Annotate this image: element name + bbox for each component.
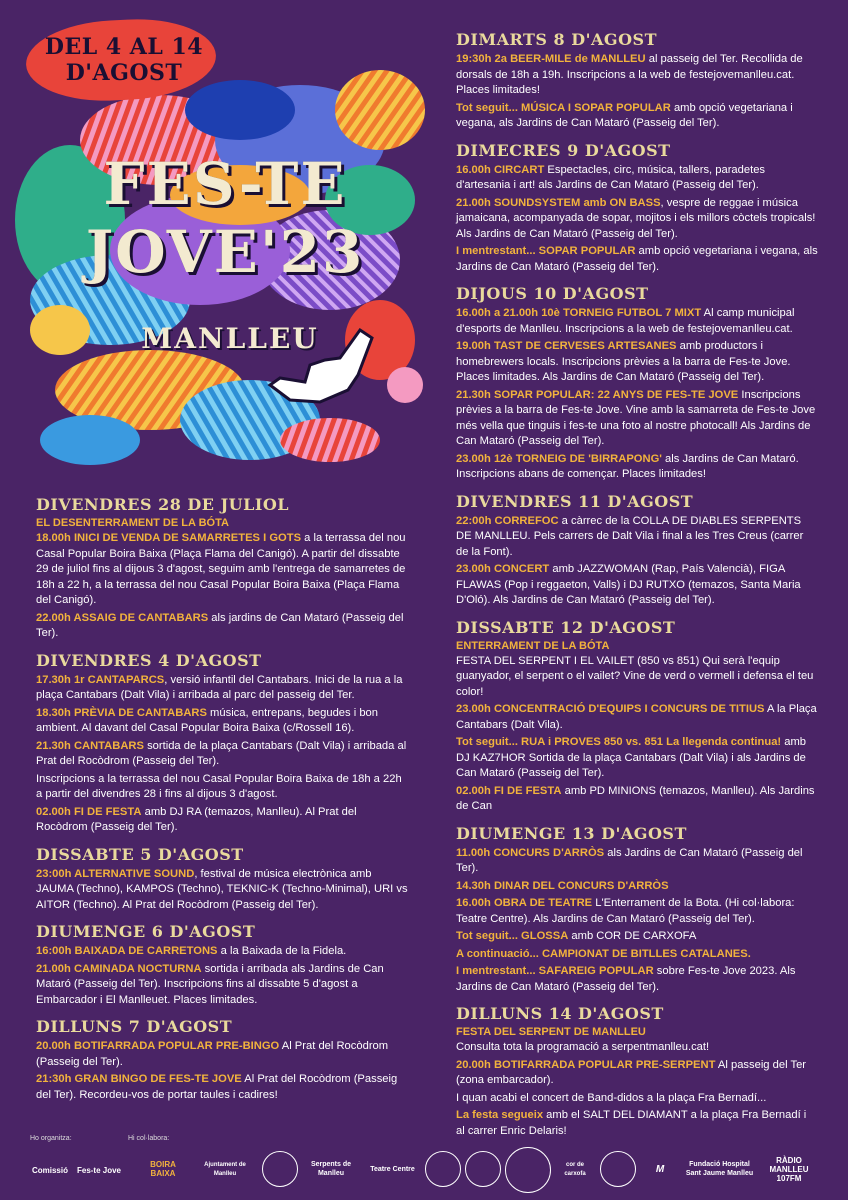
event-highlight: 23.00h 12è TORNEIG DE 'BIRRAPONG' bbox=[456, 452, 662, 465]
event-item bbox=[36, 805, 408, 836]
city-name: MANLLEU bbox=[141, 322, 319, 355]
event-highlight: I mentrestant... SOPAR POPULAR bbox=[456, 245, 636, 257]
event-highlight: 23.00h CONCERT bbox=[456, 563, 550, 575]
event-item bbox=[36, 739, 408, 770]
event-item bbox=[36, 673, 408, 704]
footer-logos bbox=[30, 1135, 820, 1193]
event-text: música, entrepans, begudes i bon ambient. Al davant del Casal Popular Boira Baixa (c/Rossell 16). bbox=[36, 706, 378, 734]
event-highlight: Tot seguit... MÚSICA I SOPAR POPULAR bbox=[456, 101, 671, 114]
event-item bbox=[36, 611, 408, 642]
title-line-2: JOVE'23 bbox=[85, 218, 365, 286]
title-line-1: FES-TE bbox=[103, 150, 347, 218]
event-text: Inscripcions prèvies a la barra de Fes-te Jove. Vine amb la samarreta de Fes-te Jove més vella que tinguis i fes-te una foto al nostre photocall! Als Jardins de Can Mataró (Passeig del Ter). bbox=[456, 388, 816, 447]
event-item bbox=[36, 867, 408, 914]
event-text: FESTA DEL SERPENT I EL VAILET (850 vs 851) Qui serà l'equip guanyador, el serpent o el vailet? Vine de verd o vermell i defensa el teu color! bbox=[456, 654, 814, 698]
day-section bbox=[36, 1017, 408, 1103]
event-item bbox=[36, 706, 408, 737]
badge-logo bbox=[425, 1151, 461, 1187]
event-highlight: 17.30h 1r CANTAPARCS bbox=[36, 673, 165, 686]
event-highlight: 21.00h CAMINADA NOCTURNA bbox=[36, 962, 202, 975]
event-highlight: A continuació... CAMPIONAT DE BITLLES CATALANES. bbox=[456, 947, 751, 960]
event-item bbox=[456, 784, 818, 815]
event-text: amb opció vegetariana i vegana, als Jardins de Can Mataró (Passeig del Ter). bbox=[456, 101, 793, 129]
event-item bbox=[456, 1058, 818, 1089]
event-highlight: 21.00h SOUNDSYSTEM amb ON BASS bbox=[456, 196, 661, 209]
event-item bbox=[456, 244, 818, 275]
event-item bbox=[36, 944, 408, 960]
day-heading: DILLUNS 14 D'AGOST bbox=[456, 1004, 664, 1023]
event-item bbox=[456, 339, 818, 386]
event-highlight: 19:30h 2a BEER-MILE de MANLLEU bbox=[456, 53, 646, 65]
m-logo: M bbox=[655, 1163, 665, 1175]
comissio-logo: Comissió bbox=[31, 1165, 68, 1175]
day-section bbox=[456, 284, 818, 483]
day-heading: DIUMENGE 13 D'AGOST bbox=[456, 823, 687, 843]
event-text: amb COR DE CARXOFA bbox=[568, 930, 697, 942]
event-item bbox=[456, 654, 818, 701]
badge-logo bbox=[465, 1151, 501, 1187]
event-highlight: 16:00h BAIXADA DE CARRETONS bbox=[36, 945, 218, 957]
event-item bbox=[456, 947, 818, 963]
cor-de-carxofa-logo: cor de carxofa bbox=[564, 1162, 586, 1177]
day-subtitle: ENTERRAMENT DE LA BÓTA bbox=[456, 639, 610, 652]
event-item bbox=[456, 735, 818, 782]
emblem-logo bbox=[262, 1151, 298, 1187]
event-text: Al passeig del Ter (zona embarcador). bbox=[456, 1058, 807, 1086]
blob bbox=[387, 367, 423, 403]
event-text: amb opció vegetariana i vegana, als Jardins de Can Mataró (Passeig del Ter). bbox=[456, 245, 818, 273]
event-text: al passeig del Ter. Recollida de dorsals de 18h a 19h. Inscripcions a la web de festejovemanlleu.cat. Places limitades! bbox=[456, 53, 803, 96]
teatre-centre-logo: Teatre Centre bbox=[370, 1165, 415, 1173]
event-text: sortida i arribada als Jardins de Can Mataró (Passeig del Ter). Inscripcions fins al dissabte 5 d'agost a Embarcador i El Manlleuet. Places limitades. bbox=[36, 962, 384, 1006]
day-subtitle: FESTA DEL SERPENT DE MANLLEU bbox=[456, 1026, 646, 1038]
event-item bbox=[456, 879, 818, 895]
event-highlight: 16.00h OBRA DE TEATRE bbox=[456, 897, 593, 909]
blob bbox=[30, 305, 90, 355]
event-item bbox=[456, 101, 818, 132]
event-item bbox=[456, 196, 818, 243]
day-section bbox=[456, 492, 818, 609]
event-text: I quan acabi el concert de Band-didos a la plaça Fra Bernadí... bbox=[456, 1091, 767, 1104]
event-highlight: 18.00h INICI DE VENDA DE SAMARRETES I GOTS bbox=[36, 532, 302, 544]
day-heading: DIVENDRES 28 DE JULIOL bbox=[36, 495, 290, 514]
event-item bbox=[36, 1039, 408, 1070]
event-text: sobre Fes-te Jove 2023. Als Jardins de Can Mataró (Passeig del Ter). bbox=[456, 965, 796, 993]
event-highlight: 21.30h CANTABARS bbox=[36, 739, 144, 752]
event-text: sortida de la plaça Cantabars (Dalt Vila) i arribada al Prat del Rocòdrom (Passeig del Ter). bbox=[36, 739, 407, 767]
event-item bbox=[456, 306, 818, 337]
event-text: amb JAZZWOMAN (Rap, País Valencià), FIGA FLAWAS (Pop i reggaeton, Valls) i DJ RUTXO (temazos, Santa Maria D'Oló). Als Jardins de Can Mataró (Passeig del Ter). bbox=[456, 563, 801, 606]
blob bbox=[185, 80, 295, 140]
event-text: Al Prat del Rocòdrom (Passeig del Ter). Recordeu-vos de portar taules i cadires! bbox=[36, 1073, 398, 1101]
event-highlight: 18.30h PRÈVIA DE CANTABARS bbox=[36, 706, 207, 719]
day-heading: DIMECRES 9 D'AGOST bbox=[456, 140, 671, 160]
day-section bbox=[36, 651, 408, 836]
event-text: L'Enterrament de la Bota. (Hi col·labora: Teatre Centre). Als Jardins de Can Mataró (Passeig del Ter). bbox=[456, 897, 795, 925]
day-heading: DIVENDRES 4 D'AGOST bbox=[36, 650, 262, 670]
event-item bbox=[456, 562, 818, 609]
serpents-logo: Serpents de Manlleu bbox=[310, 1161, 352, 1177]
event-item bbox=[456, 846, 818, 877]
event-text: als Jardins de Can Mataró (Passeig del Ter). bbox=[456, 846, 803, 874]
event-item bbox=[36, 962, 408, 1009]
event-text: als Jardins de Can Mataró. Inscripcions abans de començar. Places limitades! bbox=[456, 452, 799, 480]
schedule-left-column bbox=[36, 495, 408, 1112]
event-item bbox=[456, 929, 818, 945]
event-highlight: 23.00h CONCENTRACIÓ D'EQUIPS I CONCURS DE TITIUS bbox=[456, 703, 765, 715]
event-item bbox=[36, 531, 408, 609]
event-text: a càrrec de la COLLA DE DIABLES SERPENTS DE MANLLEU. Pels carrers de Dalt Vila i final a les Tres Creus (carrer de la Font). bbox=[456, 514, 804, 558]
day-heading: DIUMENGE 6 D'AGOST bbox=[36, 922, 256, 941]
event-highlight: Tot seguit... GLOSSA bbox=[456, 930, 569, 942]
event-item bbox=[36, 772, 408, 803]
event-text: amb productors i homebrewers locals. Inscripcions prèvies a la barra de Fes-te Jove. Places limitades. Als Jardins de Can Mataró (Passeig del Ter). bbox=[456, 340, 791, 383]
event-text: a la Baixada de la Fidela. bbox=[217, 945, 347, 957]
event-highlight: 02.00h FI DE FESTA bbox=[36, 805, 142, 818]
event-highlight: 22.00h ASSAIG DE CANTABARS bbox=[36, 611, 209, 624]
event-highlight: 21.30h SOPAR POPULAR: 22 ANYS DE FES-TE JOVE bbox=[456, 388, 739, 401]
event-highlight: 02.00h FI DE FESTA bbox=[456, 784, 562, 797]
event-item bbox=[456, 896, 818, 927]
event-text: Espectacles, circ, música, tallers, paradetes d'artesania i art! als Jardins de Can Mataró (Passeig del Ter). bbox=[456, 163, 766, 191]
blob bbox=[40, 415, 140, 465]
day-heading: DIVENDRES 11 D'AGOST bbox=[456, 491, 694, 511]
event-text: , versió infantil del Cantabars. Inici de la rua a la plaça Cantabars (Dalt Vila) i arribada al parc del passeig del Ter. bbox=[36, 673, 403, 701]
event-highlight: 16.00h CIRCART bbox=[456, 163, 545, 176]
event-highlight: La festa segueix bbox=[456, 1109, 544, 1121]
event-text: Inscripcions a la terrassa del nou Casal Popular Boira Baixa de 18h a 22h a partir del divendres 28 i fins al dijous 3 d'agost. bbox=[36, 772, 402, 800]
event-text: amb el SALT DEL DIAMANT a la plaça Fra Bernadí i al carrer Enric Delaris! bbox=[456, 1109, 807, 1137]
event-item bbox=[456, 452, 818, 483]
event-text: A la Plaça Cantabars (Dalt Vila). bbox=[456, 703, 817, 731]
event-highlight: 19.00h TAST DE CERVESES ARTESANES bbox=[456, 340, 677, 352]
ajuntament-logo: Ajuntament de Manlleu bbox=[204, 1162, 246, 1177]
badge-logo bbox=[600, 1151, 636, 1187]
event-item bbox=[456, 702, 818, 733]
event-text: amb PD MINIONS (temazos, Manlleu). Als Jardins de Can bbox=[456, 784, 815, 812]
day-heading: DIJOUS 10 D'AGOST bbox=[456, 284, 649, 303]
event-highlight: 14.30h DINAR DEL CONCURS D'ARRÒS bbox=[456, 879, 669, 892]
event-text: Consulta tota la programació a serpentmanlleu.cat! bbox=[456, 1041, 710, 1053]
day-heading: DISSABTE 5 D'AGOST bbox=[36, 844, 244, 864]
event-item bbox=[456, 514, 818, 561]
day-section bbox=[456, 1004, 818, 1139]
event-item bbox=[456, 964, 818, 995]
event-highlight: 16.00h a 21.00h 10è TORNEIG FUTBOL 7 MIXT bbox=[456, 307, 702, 319]
event-highlight: 11.00h CONCURS D'ARRÒS bbox=[456, 846, 605, 859]
event-text: , vespre de reggae i música jamaicana, acompanyada de sopar, mojitos i els millors còctels tropicals! Als Jardins de Can Mataró (Passeig del Ter). bbox=[456, 196, 816, 240]
day-section bbox=[36, 922, 408, 1008]
date-range bbox=[24, 34, 224, 86]
day-heading: DISSABTE 12 D'AGOST bbox=[456, 617, 676, 637]
event-text: amb DJ KAZ7HOR Sortida de la plaça Cantabars (Dalt Vila) i als Jardins de Can Mataró (Passeig del Ter). bbox=[456, 736, 807, 779]
organizer-label: Ho organitza: bbox=[30, 1135, 72, 1142]
event-highlight: 20.00h BOTIFARRADA POPULAR PRE-SERPENT bbox=[456, 1058, 716, 1071]
event-highlight: Tot seguit... RUA i PROVES 850 vs. 851 La llegenda continua! bbox=[456, 736, 782, 748]
festival-title bbox=[50, 150, 400, 286]
day-section bbox=[36, 845, 408, 914]
hospital-logo: Fundació Hospital Sant Jaume Manlleu bbox=[685, 1161, 754, 1177]
event-item bbox=[456, 163, 818, 194]
day-section bbox=[36, 495, 408, 642]
event-text: als jardins de Can Mataró (Passeig del Ter). bbox=[36, 611, 404, 639]
collaborator-label: Hi col·labora: bbox=[128, 1135, 170, 1142]
event-text: Al Prat del Rocòdrom (Passeig del Ter). bbox=[36, 1040, 389, 1068]
event-item bbox=[456, 1040, 818, 1056]
event-text: a la terrassa del nou Casal Popular Boira Baixa (Plaça Flama del Canigó). A partir del dissabte 29 de juliol fins al dijous 3 d'agost, seguim amb l'entrega de samarretes de 18h a 22 h, a la terrassa del nou Casal Popular Boira Baixa (Plaça Flama del Canigó). bbox=[36, 532, 406, 606]
radio-manlleu-logo: RÀDIO MANLLEU 107FM bbox=[769, 1155, 809, 1183]
boira-baixa-logo: BOIRA BAIXA bbox=[150, 1160, 176, 1178]
schedule-right-column bbox=[456, 30, 818, 1148]
event-text: Al camp municipal d'esports de Manlleu. Inscripcions a la web de festejovemanlleu.cat. bbox=[456, 307, 795, 335]
event-item bbox=[456, 388, 818, 450]
event-highlight: I mentrestant... SAFAREIG POPULAR bbox=[456, 965, 654, 977]
event-highlight: 23:00h ALTERNATIVE SOUND bbox=[36, 867, 195, 880]
day-heading: DILLUNS 7 D'AGOST bbox=[36, 1017, 233, 1036]
feste-jove-logo: Fes-te Jove bbox=[76, 1165, 122, 1175]
date-line-2: D'AGOST bbox=[65, 60, 183, 86]
day-section bbox=[456, 141, 818, 276]
event-highlight: 22:00h CORREFOC bbox=[456, 514, 559, 527]
blob bbox=[280, 418, 380, 462]
event-item bbox=[456, 52, 818, 99]
event-item bbox=[456, 1091, 818, 1107]
day-section bbox=[456, 618, 818, 815]
date-line-1: DEL 4 AL 14 bbox=[44, 34, 204, 60]
blob bbox=[335, 70, 425, 150]
event-highlight: 21:30h GRAN BINGO DE FES-TE JOVE bbox=[36, 1073, 242, 1085]
day-heading: DIMARTS 8 D'AGOST bbox=[456, 30, 657, 49]
badge-logo bbox=[505, 1147, 551, 1193]
day-subtitle: EL DESENTERRAMENT DE LA BÓTA bbox=[36, 517, 229, 529]
day-section bbox=[456, 824, 818, 996]
event-item bbox=[36, 1072, 408, 1103]
hero-artwork bbox=[0, 0, 440, 495]
event-text: amb DJ RA (temazos, Manlleu). Al Prat del Rocòdrom (Passeig del Ter). bbox=[36, 805, 357, 833]
event-text: , festival de música electrònica amb JAUMA (Techno), KAMPOS (Techno), TEKNIC-K (Techno-Minimal), URI vs AITOR (Techno). Al Prat del Rocòdrom (Passeig del Ter). bbox=[36, 867, 408, 911]
day-section bbox=[456, 30, 818, 132]
event-highlight: 20.00h BOTIFARRADA POPULAR PRE-BINGO bbox=[36, 1040, 280, 1052]
